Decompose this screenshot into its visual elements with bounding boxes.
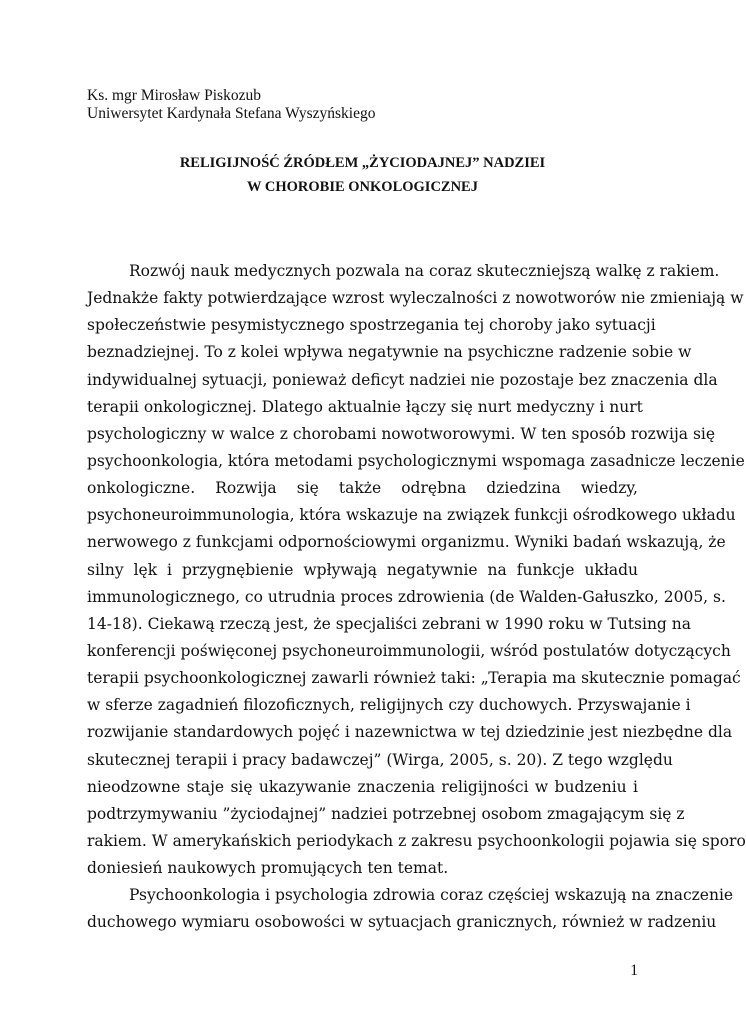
body-line: psychologiczny w walce z chorobami nowotworowymi. W ten sposób rozwija się — [87, 424, 716, 443]
body-line: nerwowego z funkcjami odpornościowymi organizmu. Wyniki badań wskazują, że — [87, 533, 726, 552]
author-block — [87, 87, 375, 123]
body-line: konferencji poświęconej psychoneuroimmunologii, wśród postulatów dotyczących — [87, 641, 731, 660]
body-line: silny lęk i przygnębienie wpływają negatywnie na funkcje układu — [87, 560, 638, 579]
body-text — [87, 258, 746, 937]
title-line-2: W CHOROBIE ONKOLOGICZNEJ — [247, 179, 478, 195]
body-line: rozwijanie standardowych pojęć i nazewnictwa w tej dziedzinie jest niezbędne dla — [87, 723, 733, 742]
body-line: rakiem. W amerykańskich periodykach z zakresu psychoonkologii pojawia się sporo — [87, 831, 746, 850]
body-line: psychoonkologia, która metodami psychologicznymi wspomaga zasadnicze leczenie — [87, 451, 745, 470]
author-affiliation: Uniwersytet Kardynała Stefana Wyszyńskiego — [87, 105, 376, 122]
body-line: terapii psychoonkologicznej zawarli również taki: „Terapia ma skutecznie pomagać — [87, 669, 741, 688]
page-number: 1 — [630, 962, 638, 979]
body-line: Psychoonkologia i psychologia zdrowia coraz częściej wskazują na znaczenie — [129, 886, 734, 905]
paper-title — [87, 151, 638, 199]
body-line: skutecznej terapii i pracy badawczej” (Wirga, 2005, s. 20). Z tego względu — [87, 750, 673, 769]
author-name: Ks. mgr Mirosław Piskozub — [87, 87, 261, 104]
body-line: podtrzymywaniu ”życiodajnej” nadziei potrzebnej osobom zmagającym się z — [87, 804, 685, 823]
body-line: Jednakże fakty potwierdzające wzrost wyleczalności z nowotworów nie zmieniają w — [87, 289, 744, 308]
body-line: duchowego wymiaru osobowości w sytuacjach granicznych, również w radzeniu — [87, 913, 717, 932]
body-line: immunologicznego, co utrudnia proces zdrowienia (de Walden-Gałuszko, 2005, s. — [87, 587, 726, 606]
body-line: psychoneuroimmunologia, która wskazuje na związek funkcji ośrodkowego układu — [87, 506, 736, 525]
body-line: w sferze zagadnień filozoficznych, religijnych czy duchowych. Przyswajanie i — [87, 696, 691, 715]
body-line: indywidualnej sytuacji, ponieważ deficyt nadziei nie pozostaje bez znaczenia dla — [87, 370, 718, 389]
body-line: beznadziejnej. To z kolei wpływa negatywnie na psychiczne radzenie sobie w — [87, 343, 692, 362]
body-line: Rozwój nauk medycznych pozwala na coraz skuteczniejszą walkę z rakiem. — [129, 262, 720, 280]
body-line: terapii onkologicznej. Dlatego aktualnie łączy się nurt medyczny i nurt — [87, 397, 643, 416]
body-line: nieodzowne staje się ukazywanie znaczenia religijności w budzeniu i — [87, 777, 638, 796]
body-line: doniesień naukowych promujących ten temat. — [87, 859, 449, 878]
title-line-1: RELIGIJNOŚĆ ŹRÓDŁEM „ŻYCIODAJNEJ” NADZIEI — [179, 155, 546, 171]
body-line: 14-18). Ciekawą rzeczą jest, że specjaliści zebrani w 1990 roku w Tutsing na — [87, 614, 692, 633]
body-line: onkologiczne. Rozwija się także odrębna dziedzina wiedzy, — [87, 479, 638, 498]
body-line: społeczeństwie pesymistycznego spostrzegania tej choroby jako sytuacji — [87, 316, 656, 335]
